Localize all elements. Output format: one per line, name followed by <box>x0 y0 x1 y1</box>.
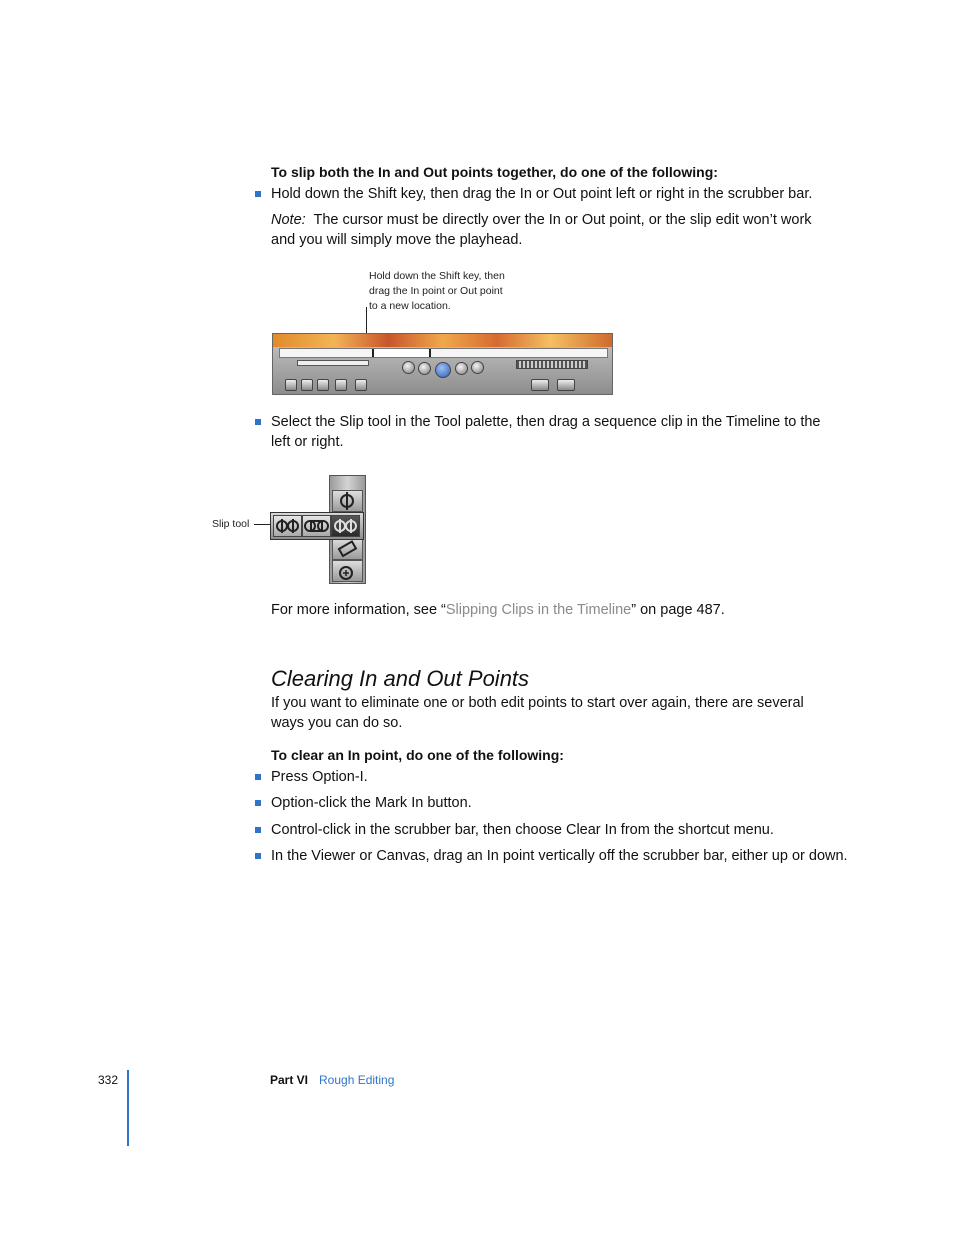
insert-edit-icon[interactable] <box>285 379 297 391</box>
bullet-marker <box>255 827 261 833</box>
callout-leader-line <box>254 524 270 525</box>
section-heading: Clearing In and Out Points <box>271 666 530 691</box>
slip-box-icon[interactable] <box>302 515 331 537</box>
intro-paragraph: If you want to eliminate one or both edit points to start over again, there are several ways you can do so. <box>271 695 804 731</box>
instruction-lead: To slip both the In and Out points together, do one of the following: <box>271 164 718 180</box>
bullet-text: Select the Slip tool in the Tool palette, then drag a sequence clip in the Timeline to the left or right. <box>271 414 821 450</box>
figure-callout <box>369 269 529 314</box>
bullet-marker <box>255 800 261 806</box>
bullet-text: Hold down the Shift key, then drag the In or Out point left or right in the scrubber bar. <box>271 186 813 202</box>
replace-edit-icon[interactable] <box>317 379 329 391</box>
scrubber-bar[interactable] <box>279 348 608 358</box>
zoom-tool-icon[interactable] <box>332 560 363 582</box>
bullet-marker <box>255 853 261 859</box>
play-around-icon[interactable] <box>455 362 468 375</box>
more-info-suffix: ” on page 487. <box>631 602 725 618</box>
next-edit-icon[interactable] <box>471 361 484 374</box>
bullet-marker <box>255 419 261 425</box>
mark-out-icon[interactable] <box>355 379 367 391</box>
callout-line: to a new location. <box>369 300 451 312</box>
slip-tool-flyout <box>270 512 364 540</box>
bullet-text: Press Option-I. <box>271 769 368 785</box>
bullet-text: Option-click the Mark In button. <box>271 795 472 811</box>
note-label: Note: <box>271 212 306 228</box>
note-text: The cursor must be directly over the In or Out point, or the slip edit won’t work and you will simply move the playhead. <box>271 212 812 248</box>
overwrite-edit-icon[interactable] <box>301 379 313 391</box>
instruction-lead: To clear an In point, do one of the following: <box>271 747 564 763</box>
video-frame-strip <box>273 334 612 347</box>
slip-icon[interactable] <box>273 515 302 537</box>
prev-edit-icon[interactable] <box>402 361 415 374</box>
cross-reference-link[interactable]: Slipping Clips in the Timeline <box>445 602 632 618</box>
callout-line: drag the In point or Out point <box>369 285 503 297</box>
page-number: 332 <box>98 1073 119 1087</box>
bullet-text: In the Viewer or Canvas, drag an In point vertically off the scrubber bar, either up or down. <box>271 848 848 864</box>
callout-line: Hold down the Shift key, then <box>369 270 505 282</box>
footer-rule <box>127 1070 129 1146</box>
more-info-prefix: For more information, see “ <box>271 602 446 618</box>
match-frame-icon[interactable] <box>531 379 549 391</box>
slip-selected-icon[interactable] <box>331 515 360 537</box>
more-info-paragraph <box>271 600 725 620</box>
jog-control[interactable] <box>516 360 588 369</box>
add-marker-icon[interactable] <box>557 379 575 391</box>
bullet-marker <box>255 191 261 197</box>
slip-tool-callout: Slip tool <box>212 518 250 530</box>
play-in-to-out-icon[interactable] <box>418 362 431 375</box>
shuttle-control[interactable] <box>297 360 369 366</box>
footer-chapter: Rough Editing <box>319 1073 395 1087</box>
footer-part: Part VI <box>270 1073 309 1087</box>
note-paragraph <box>271 210 831 250</box>
mark-in-icon[interactable] <box>335 379 347 391</box>
bullet-marker <box>255 774 261 780</box>
in-out-range[interactable] <box>372 349 431 357</box>
viewer-window <box>272 333 613 395</box>
play-icon[interactable] <box>435 362 451 378</box>
bullet-text: Control-click in the scrubber bar, then choose Clear In from the shortcut menu. <box>271 822 774 838</box>
razor-tool-icon[interactable] <box>332 538 363 560</box>
roll-tool-icon[interactable] <box>332 490 363 512</box>
